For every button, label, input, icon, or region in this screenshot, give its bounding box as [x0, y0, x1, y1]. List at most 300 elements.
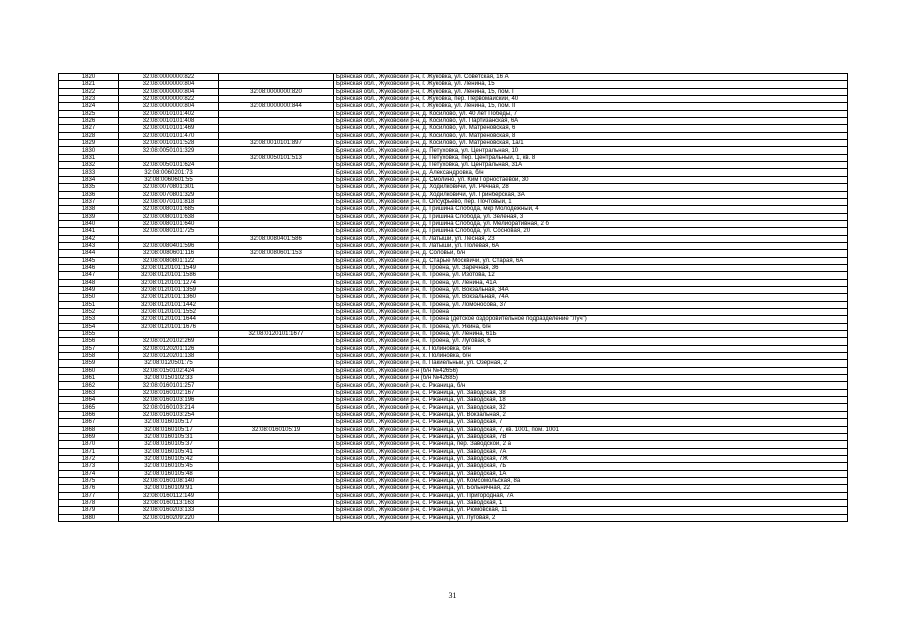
table-row [59, 198, 848, 205]
room-cadastral-number-cell [219, 220, 334, 227]
cadastral-number-cell: 32:08:0000000:804 [119, 103, 219, 110]
row-number-cell: 1845 [59, 257, 119, 264]
room-cadastral-number-cell [219, 184, 334, 191]
cadastral-number-cell: 32:08:0160203:133 [119, 507, 219, 514]
room-cadastral-number-cell [219, 309, 334, 316]
address-cell: Брянская обл., Жуковский р-н, п. Троена, ул. Ломоносова, 37 [334, 301, 848, 308]
row-number-cell: 1874 [59, 470, 119, 477]
cadastral-number-cell: 32:08:0010101:408 [119, 118, 219, 125]
row-number-cell: 1868 [59, 426, 119, 433]
address-cell: Брянская обл., Жуковский р-н, п. Троена, ул. Вокзальная, 74А [334, 294, 848, 301]
table-row [59, 235, 848, 242]
room-cadastral-number-cell [219, 257, 334, 264]
cadastral-number-cell: 32:08:0000000:804 [119, 88, 219, 95]
cadastral-number-cell: 32:08:0080101:685 [119, 206, 219, 213]
cadastral-number-cell: 32:08:0010101:470 [119, 132, 219, 139]
address-cell: Брянская обл., Жуковский р-н, с. Ржаница, ул. Больничная, 22 [334, 485, 848, 492]
address-cell: Брянская обл., Жуковский р-н, с. Ржаница, ул. Заводская, 7В [334, 433, 848, 440]
row-number-cell: 1828 [59, 132, 119, 139]
cadastral-number-cell: 32:08:0160105:45 [119, 463, 219, 470]
table-row [59, 154, 848, 161]
table-row [59, 433, 848, 440]
cadastral-number-cell: 32:08:0160113:163 [119, 499, 219, 506]
room-cadastral-number-cell [219, 242, 334, 249]
cadastral-number-cell: 32:08:0050101:329 [119, 147, 219, 154]
table-row [59, 470, 848, 477]
room-cadastral-number-cell [219, 301, 334, 308]
cadastral-number-cell: 32:08:0000000:822 [119, 96, 219, 103]
cadastral-number-cell: 32:08:0060201:73 [119, 169, 219, 176]
room-cadastral-number-cell [219, 125, 334, 132]
row-number-cell: 1848 [59, 279, 119, 286]
table-row [59, 169, 848, 176]
cadastral-number-cell: 32:08:0050101:624 [119, 162, 219, 169]
room-cadastral-number-cell [219, 264, 334, 271]
address-cell: Брянская обл., Жуковский р-н, г. Жуковка, ул. Ленина, 15, пом. I [334, 88, 848, 95]
cadastral-number-cell: 32:08:0120201:126 [119, 345, 219, 352]
row-number-cell: 1833 [59, 169, 119, 176]
address-cell: Брянская обл., Жуковский р-н, п. Троена, ул. Изотова, 12 [334, 272, 848, 279]
room-cadastral-number-cell: 32:08:0160105:19 [219, 426, 334, 433]
row-number-cell: 1843 [59, 242, 119, 249]
cadastral-number-cell: 32:08:0080401:596 [119, 242, 219, 249]
cadastral-number-cell: 32:08:0160105:41 [119, 448, 219, 455]
cadastral-number-cell: 32:08:0160105:48 [119, 470, 219, 477]
room-cadastral-number-cell [219, 286, 334, 293]
address-cell: Брянская обл., Жуковский р-н, г. Жуковка, пер. Первомайский, 40 [334, 96, 848, 103]
table-row [59, 184, 848, 191]
room-cadastral-number-cell [219, 118, 334, 125]
row-number-cell: 1853 [59, 316, 119, 323]
table-row [59, 514, 848, 521]
cadastral-number-cell: 32:08:0060601:55 [119, 176, 219, 183]
table-row [59, 426, 848, 433]
row-number-cell: 1839 [59, 213, 119, 220]
table-row [59, 176, 848, 183]
address-cell: Брянская обл., Жуковский р-н, г. Жуковка, ул. Советская, 16 А [334, 74, 848, 81]
address-cell: Брянская обл., Жуковский р-н (б/н №42656) [334, 367, 848, 374]
register-table [58, 73, 848, 522]
table-row [59, 294, 848, 301]
cadastral-number-cell: 32:08:0000000:822 [119, 74, 219, 81]
address-cell: Брянская обл., Жуковский р-н, п. Латыши, ул. Полевая, 6А [334, 242, 848, 249]
address-cell: Брянская обл., Жуковский р-н, с. Ржаница, ул. Заводская, 7Ж [334, 455, 848, 462]
row-number-cell: 1880 [59, 514, 119, 521]
room-cadastral-number-cell: 32:08:0000000:820 [219, 88, 334, 95]
row-number-cell: 1832 [59, 162, 119, 169]
cadastral-number-cell: 32:08:0160105:17 [119, 426, 219, 433]
table-row [59, 419, 848, 426]
address-cell: Брянская обл., Жуковский р-н, с. Ржаница, ул. Заводская, 18 [334, 397, 848, 404]
table-row [59, 110, 848, 117]
room-cadastral-number-cell [219, 132, 334, 139]
table-row [59, 477, 848, 484]
row-number-cell: 1820 [59, 74, 119, 81]
row-number-cell: 1831 [59, 154, 119, 161]
table-row [59, 103, 848, 110]
table-row [59, 485, 848, 492]
address-cell: Брянская обл., Жуковский р-н, с. Ржаница, ул. Луговая, 2 [334, 514, 848, 521]
address-cell: Брянская обл., Жуковский р-н, х. Полиновка, б/н [334, 345, 848, 352]
address-cell: Брянская обл., Жуковский р-н, с. Ржаница, ул. Заводская, 7, кв. 1001, пом. 1001 [334, 426, 848, 433]
cadastral-number-cell: 32:08:0120101:1360 [119, 294, 219, 301]
row-number-cell: 1835 [59, 184, 119, 191]
cadastral-number-cell: 32:08:0120101:1359 [119, 286, 219, 293]
table-row [59, 125, 848, 132]
address-cell: Брянская обл., Жуковский р-н, с. Ржаница, ул. Вокзальная, 2 [334, 411, 848, 418]
register-table-body [59, 74, 848, 522]
table-row [59, 463, 848, 470]
table-row [59, 455, 848, 462]
row-number-cell: 1837 [59, 198, 119, 205]
address-cell: Брянская обл., Жуковский р-н (б/н №42685) [334, 375, 848, 382]
table-row [59, 389, 848, 396]
address-cell: Брянская обл., Жуковский р-н, с. Ржаница, ул. Заводская, 1 [334, 499, 848, 506]
cadastral-number-cell: 32:08:0160105:42 [119, 455, 219, 462]
address-cell: Брянская обл., Жуковский р-н, д. Косилово, ул. Матреновская, 8 [334, 132, 848, 139]
room-cadastral-number-cell [219, 206, 334, 213]
table-row [59, 411, 848, 418]
row-number-cell: 1830 [59, 147, 119, 154]
cadastral-number-cell: 32:08:0160102:167 [119, 389, 219, 396]
row-number-cell: 1878 [59, 499, 119, 506]
address-cell: Брянская обл., Жуковский р-н, п. Троена [334, 309, 848, 316]
row-number-cell: 1863 [59, 389, 119, 396]
address-cell: Брянская обл., Жуковский р-н, с. Ржаница, ул. Заводская, 38 [334, 389, 848, 396]
room-cadastral-number-cell [219, 213, 334, 220]
row-number-cell: 1836 [59, 191, 119, 198]
room-cadastral-number-cell [219, 507, 334, 514]
table-row [59, 272, 848, 279]
address-cell: Брянская обл., Жуковский р-н, д. Косилово, ул. Матреновская, 1а/1 [334, 140, 848, 147]
table-row [59, 257, 848, 264]
row-number-cell: 1841 [59, 228, 119, 235]
room-cadastral-number-cell [219, 441, 334, 448]
address-cell: Брянская обл., Жуковский р-н, д. Петуховка, ул. Центральная, 31А [334, 162, 848, 169]
cadastral-number-cell: 32:08:0080101:725 [119, 228, 219, 235]
room-cadastral-number-cell [219, 191, 334, 198]
table-row [59, 228, 848, 235]
cadastral-number-cell: 32:08:0160101:257 [119, 382, 219, 389]
cadastral-number-cell: 32:08:0120101:1586 [119, 272, 219, 279]
address-cell: Брянская обл., Жуковский р-н, с. Ржаница, ул. Заводская, 32 [334, 404, 848, 411]
table-row [59, 382, 848, 389]
address-cell: Брянская обл., Жуковский р-н, п. Пакиельный, ул. Озерная, 2 [334, 360, 848, 367]
table-row [59, 88, 848, 95]
room-cadastral-number-cell [219, 463, 334, 470]
row-number-cell: 1869 [59, 433, 119, 440]
row-number-cell: 1864 [59, 397, 119, 404]
cadastral-number-cell: 32:08:0120102:269 [119, 338, 219, 345]
address-cell: Брянская обл., Жуковский р-н, д. Петуховка, ул. Центральная, 10 [334, 147, 848, 154]
table-row [59, 367, 848, 374]
cadastral-number-cell [119, 154, 219, 161]
cadastral-number-cell: 32:08:0150102:424 [119, 367, 219, 374]
cadastral-number-cell: 32:08:0160112:149 [119, 492, 219, 499]
row-number-cell: 1834 [59, 176, 119, 183]
cadastral-number-cell: 32:08:0120201:138 [119, 353, 219, 360]
address-cell: Брянская обл., Жуковский р-н, д. Ходилковичи, ул. Речная, 28 [334, 184, 848, 191]
table-row [59, 331, 848, 338]
table-row [59, 309, 848, 316]
address-cell: Брянская обл., Жуковский р-н, с. Ржаница, б/н [334, 382, 848, 389]
row-number-cell: 1867 [59, 419, 119, 426]
address-cell: Брянская обл., Жуковский р-н, п. Троена, ул. Луговая, 6 [334, 338, 848, 345]
cadastral-number-cell: 32:08:0160103:196 [119, 397, 219, 404]
row-number-cell: 1844 [59, 250, 119, 257]
cadastral-number-cell: 32:08:0070801:329 [119, 191, 219, 198]
address-cell: Брянская обл., Жуковский р-н, х. Полиновка, б/н [334, 353, 848, 360]
room-cadastral-number-cell [219, 323, 334, 330]
room-cadastral-number-cell [219, 382, 334, 389]
table-row [59, 397, 848, 404]
room-cadastral-number-cell [219, 353, 334, 360]
room-cadastral-number-cell [219, 499, 334, 506]
table-row [59, 96, 848, 103]
row-number-cell: 1872 [59, 455, 119, 462]
table-row [59, 375, 848, 382]
cadastral-number-cell [119, 331, 219, 338]
table-row [59, 147, 848, 154]
room-cadastral-number-cell [219, 162, 334, 169]
room-cadastral-number-cell [219, 397, 334, 404]
address-cell: Брянская обл., Жуковский р-н, д. Косилово, ул. Матреновская, 6 [334, 125, 848, 132]
cadastral-number-cell: 32:08:0120101:1676 [119, 323, 219, 330]
row-number-cell: 1866 [59, 411, 119, 418]
row-number-cell: 1876 [59, 485, 119, 492]
address-cell: Брянская обл., Жуковский р-н, с. Ржаница, ул. Комсомольская, 8а [334, 477, 848, 484]
cadastral-number-cell: 32:08:0160108:140 [119, 477, 219, 484]
row-number-cell: 1842 [59, 235, 119, 242]
room-cadastral-number-cell [219, 176, 334, 183]
row-number-cell: 1850 [59, 294, 119, 301]
address-cell: Брянская обл., Жуковский р-н, д. Косилово, ул. Партизанская, 6А [334, 118, 848, 125]
room-cadastral-number-cell [219, 485, 334, 492]
room-cadastral-number-cell [219, 96, 334, 103]
address-cell: Брянская обл., Жуковский р-н, п. Троена, ул. Ленина, 61Б [334, 331, 848, 338]
table-row [59, 507, 848, 514]
row-number-cell: 1860 [59, 367, 119, 374]
room-cadastral-number-cell [219, 514, 334, 521]
table-row [59, 353, 848, 360]
table-row [59, 499, 848, 506]
cadastral-number-cell: 32:08:0160209:220 [119, 514, 219, 521]
cadastral-number-cell: 32:08:0070101:818 [119, 198, 219, 205]
room-cadastral-number-cell: 32:08:0080401:586 [219, 235, 334, 242]
cadastral-number-cell: 32:08:0070801:301 [119, 184, 219, 191]
row-number-cell: 1859 [59, 360, 119, 367]
row-number-cell: 1855 [59, 331, 119, 338]
row-number-cell: 1858 [59, 353, 119, 360]
room-cadastral-number-cell [219, 110, 334, 117]
cadastral-number-cell: 32:08:0000000:804 [119, 81, 219, 88]
room-cadastral-number-cell [219, 316, 334, 323]
row-number-cell: 1879 [59, 507, 119, 514]
cadastral-number-cell: 32:08:0120101:1442 [119, 301, 219, 308]
room-cadastral-number-cell [219, 74, 334, 81]
row-number-cell: 1865 [59, 404, 119, 411]
table-row [59, 441, 848, 448]
row-number-cell: 1825 [59, 110, 119, 117]
row-number-cell: 1849 [59, 286, 119, 293]
address-cell: Брянская обл., Жуковский р-н, с. Ржаница, ул. Заводская, 7А [334, 448, 848, 455]
row-number-cell: 1847 [59, 272, 119, 279]
row-number-cell: 1854 [59, 323, 119, 330]
cadastral-number-cell: 32:08:0010101:469 [119, 125, 219, 132]
table-row [59, 220, 848, 227]
room-cadastral-number-cell [219, 338, 334, 345]
table-row [59, 316, 848, 323]
table-row [59, 213, 848, 220]
table-row [59, 191, 848, 198]
cadastral-number-cell: 32:08:0080101:640 [119, 220, 219, 227]
room-cadastral-number-cell [219, 455, 334, 462]
room-cadastral-number-cell [219, 411, 334, 418]
room-cadastral-number-cell [219, 279, 334, 286]
room-cadastral-number-cell [219, 169, 334, 176]
row-number-cell: 1862 [59, 382, 119, 389]
address-cell: Брянская обл., Жуковский р-н, п. Троена, ул. Вокзальная, 34А [334, 286, 848, 293]
cadastral-number-cell: 32:08:0120101:1644 [119, 316, 219, 323]
room-cadastral-number-cell [219, 228, 334, 235]
row-number-cell: 1875 [59, 477, 119, 484]
table-row [59, 404, 848, 411]
row-number-cell: 1846 [59, 264, 119, 271]
room-cadastral-number-cell [219, 345, 334, 352]
address-cell: Брянская обл., Жуковский р-н, п. Латыши, ул. Лесная, 23 [334, 235, 848, 242]
row-number-cell: 1873 [59, 463, 119, 470]
table-row [59, 338, 848, 345]
address-cell: Брянская обл., Жуковский р-н, д. Гришина Слобода, ул. Сосновая, 20 [334, 228, 848, 235]
room-cadastral-number-cell: 32:08:0080601:153 [219, 250, 334, 257]
row-number-cell: 1870 [59, 441, 119, 448]
address-cell: Брянская обл., Жуковский р-н, д. Соловьи, б/н [334, 250, 848, 257]
row-number-cell: 1829 [59, 140, 119, 147]
cadastral-number-cell: 32:08:0080801:122 [119, 257, 219, 264]
cadastral-number-cell: 32:08:0160103:214 [119, 404, 219, 411]
address-cell: Брянская обл., Жуковский р-н, с. Ржаница, ул. Заводская, 7Б [334, 463, 848, 470]
table-row [59, 140, 848, 147]
room-cadastral-number-cell: 32:08:0000000:844 [219, 103, 334, 110]
address-cell: Брянская обл., Жуковский р-н, с. Ржаница, ул. Рюмовская, 11 [334, 507, 848, 514]
room-cadastral-number-cell [219, 433, 334, 440]
row-number-cell: 1840 [59, 220, 119, 227]
cadastral-number-cell: 32:08:0150102:33 [119, 375, 219, 382]
room-cadastral-number-cell [219, 477, 334, 484]
cadastral-number-cell: 32:08:0010101:528 [119, 140, 219, 147]
table-row [59, 81, 848, 88]
row-number-cell: 1851 [59, 301, 119, 308]
cadastral-number-cell: 32:08:0080101:638 [119, 213, 219, 220]
cadastral-number-cell: 32:08:0080601:116 [119, 250, 219, 257]
cadastral-number-cell: 32:08:0160105:31 [119, 433, 219, 440]
address-cell: Брянская обл., Жуковский р-н, д. Старые Москвичи, ул. Старая, 6А [334, 257, 848, 264]
row-number-cell: 1857 [59, 345, 119, 352]
cadastral-number-cell: 32:08:0120101:1549 [119, 264, 219, 271]
room-cadastral-number-cell [219, 404, 334, 411]
table-row [59, 250, 848, 257]
cadastral-number-cell: 32:08:0160103:254 [119, 411, 219, 418]
room-cadastral-number-cell [219, 448, 334, 455]
room-cadastral-number-cell [219, 492, 334, 499]
address-cell: Брянская обл., Жуковский р-н, д. Ходилковичи, ул. Гринберская, 3А [334, 191, 848, 198]
address-cell: Брянская обл., Жуковский р-н, д. Смолино, ул. Ким Горностаевой, 30 [334, 176, 848, 183]
table-row [59, 74, 848, 81]
address-cell: Брянская обл., Жуковский р-н, д. Петуховка, пер. Центральный, 1, кв. 8 [334, 154, 848, 161]
address-cell: Брянская обл., Жуковский р-н, д. Гришина Слобода, ул. Мелиоративная, 2 б [334, 220, 848, 227]
table-row [59, 264, 848, 271]
table-row [59, 360, 848, 367]
room-cadastral-number-cell: 32:08:0010101:897 [219, 140, 334, 147]
row-number-cell: 1838 [59, 206, 119, 213]
cadastral-number-cell: 32:08:0160109:91 [119, 485, 219, 492]
table-row [59, 162, 848, 169]
address-cell: Брянская обл., Жуковский р-н, п. Троена, ул. Заречная, 36 [334, 264, 848, 271]
cadastral-number-cell: 32:08:0120101:1552 [119, 309, 219, 316]
table-row [59, 345, 848, 352]
address-cell: Брянская обл., Жуковский р-н, г. Жуковка, ул. Ленина, 15 [334, 81, 848, 88]
address-cell: Брянская обл., Жуковский р-н, д. Косилово, ул. 40 лет Победы, 7 [334, 110, 848, 117]
address-cell: Брянская обл., Жуковский р-н, г. Жуковка, ул. Ленина, 15, пом. II [334, 103, 848, 110]
row-number-cell: 1827 [59, 125, 119, 132]
address-cell: Брянская обл., Жуковский р-н, д. Гришина Слобода, мкр Молодежный, 4 [334, 206, 848, 213]
table-row [59, 242, 848, 249]
address-cell: Брянская обл., Жуковский р-н, с. Ржаница, ул. Заводская, 1А [334, 470, 848, 477]
room-cadastral-number-cell [219, 470, 334, 477]
cadastral-number-cell: 32:08:0160105:17 [119, 419, 219, 426]
row-number-cell: 1822 [59, 88, 119, 95]
room-cadastral-number-cell: 32:08:0050101:513 [219, 154, 334, 161]
row-number-cell: 1823 [59, 96, 119, 103]
room-cadastral-number-cell [219, 272, 334, 279]
row-number-cell: 1871 [59, 448, 119, 455]
room-cadastral-number-cell [219, 367, 334, 374]
row-number-cell: 1852 [59, 309, 119, 316]
row-number-cell: 1824 [59, 103, 119, 110]
row-number-cell: 1821 [59, 81, 119, 88]
address-cell: Брянская обл., Жуковский р-н, п. Троена, ул. Ленина, 41А [334, 279, 848, 286]
room-cadastral-number-cell [219, 198, 334, 205]
table-row [59, 286, 848, 293]
table-row [59, 206, 848, 213]
cadastral-number-cell: 32:08:0160105:37 [119, 441, 219, 448]
row-number-cell: 1861 [59, 375, 119, 382]
cadastral-number-cell [119, 235, 219, 242]
table-row [59, 492, 848, 499]
room-cadastral-number-cell: 32:08:0120101:1677 [219, 331, 334, 338]
address-cell: Брянская обл., Жуковский р-н, п. Троена, ул. Якина, б/н [334, 323, 848, 330]
table-row [59, 323, 848, 330]
address-cell: Брянская обл., Жуковский р-н, с. Ржаница, ул. Заводская, 7 [334, 419, 848, 426]
table-row [59, 448, 848, 455]
address-cell: Брянская обл., Жуковский р-н, д. Александровка, б/н [334, 169, 848, 176]
table-row [59, 279, 848, 286]
room-cadastral-number-cell [219, 294, 334, 301]
page-number: 31 [448, 591, 457, 600]
address-cell: Брянская обл., Жуковский р-н, д. Гришина Слобода, ул. Зеленая, 3 [334, 213, 848, 220]
room-cadastral-number-cell [219, 375, 334, 382]
row-number-cell: 1826 [59, 118, 119, 125]
address-cell: Брянская обл., Жуковский р-н, п. Троена (детское оздоровительное подразделение "Луч") [334, 316, 848, 323]
address-cell: Брянская обл., Жуковский р-н, п. Олсуфьево, пер. Почтовый, 1 [334, 198, 848, 205]
room-cadastral-number-cell [219, 360, 334, 367]
table-row [59, 301, 848, 308]
table-row [59, 118, 848, 125]
room-cadastral-number-cell [219, 81, 334, 88]
row-number-cell: 1856 [59, 338, 119, 345]
address-cell: Брянская обл., Жуковский р-н, с. Ржаница, ул. Пригородная, 7А [334, 492, 848, 499]
room-cadastral-number-cell [219, 389, 334, 396]
